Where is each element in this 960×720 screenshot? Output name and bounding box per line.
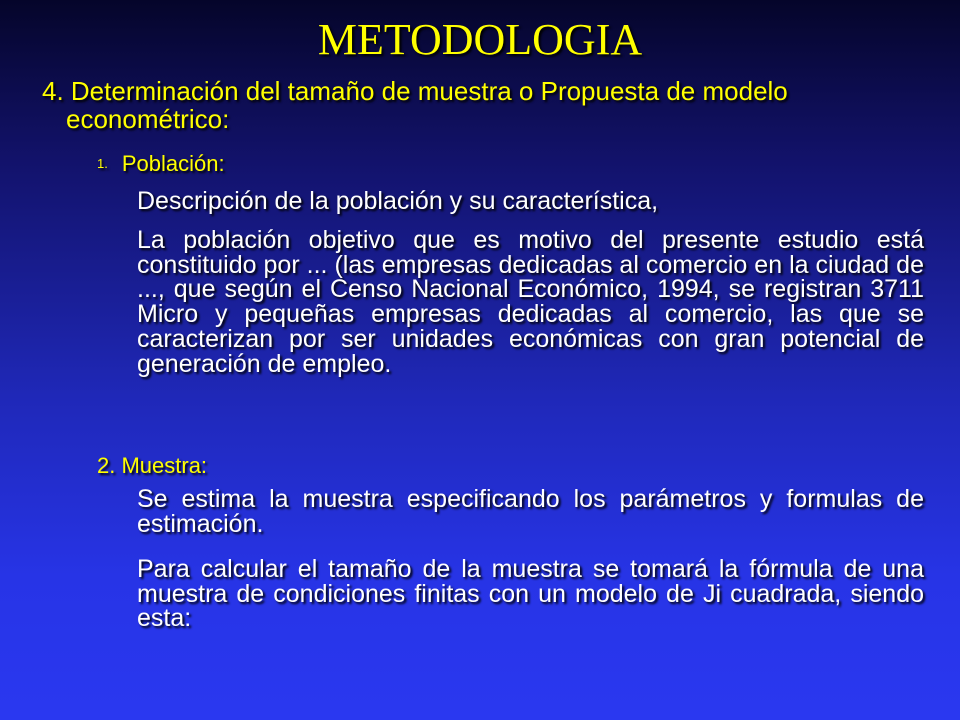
section-heading: 4. Determinación del tamaño de muestra o Propuesta de modelo econométrico: — [42, 76, 788, 134]
item-poblacion-label — [97, 151, 225, 177]
muestra-paragraph-2: Para calcular el tamaño de la muestra se tomará la fórmula de una muestra de condiciones finitas con un modelo de Ji cuadrada, siendo esta: — [137, 555, 924, 633]
muestra-paragraph-1: Se estima la muestra especificando los parámetros y formulas de estimación. — [137, 485, 924, 538]
slide-title: METODOLOGIA — [317, 15, 643, 64]
item-label: Población: — [121, 151, 225, 176]
poblacion-paragraph: La población objetivo que es motivo del presente estudio está constituido por ... (las empresas dedicadas al comercio en la ciudad de ..., que según el Censo Nacional Económico, 1994, se registran 3711 Micro y pequeñas empresas dedicadas al comercio, las que se caracterizan por ser unidades económicas con gran potencial de generación de empleo. — [137, 226, 924, 378]
item-muestra-label: 2. Muestra: — [97, 453, 208, 478]
poblacion-description: Descripción de la población y su característica, — [137, 187, 659, 215]
item-number: 1. — [97, 156, 108, 171]
